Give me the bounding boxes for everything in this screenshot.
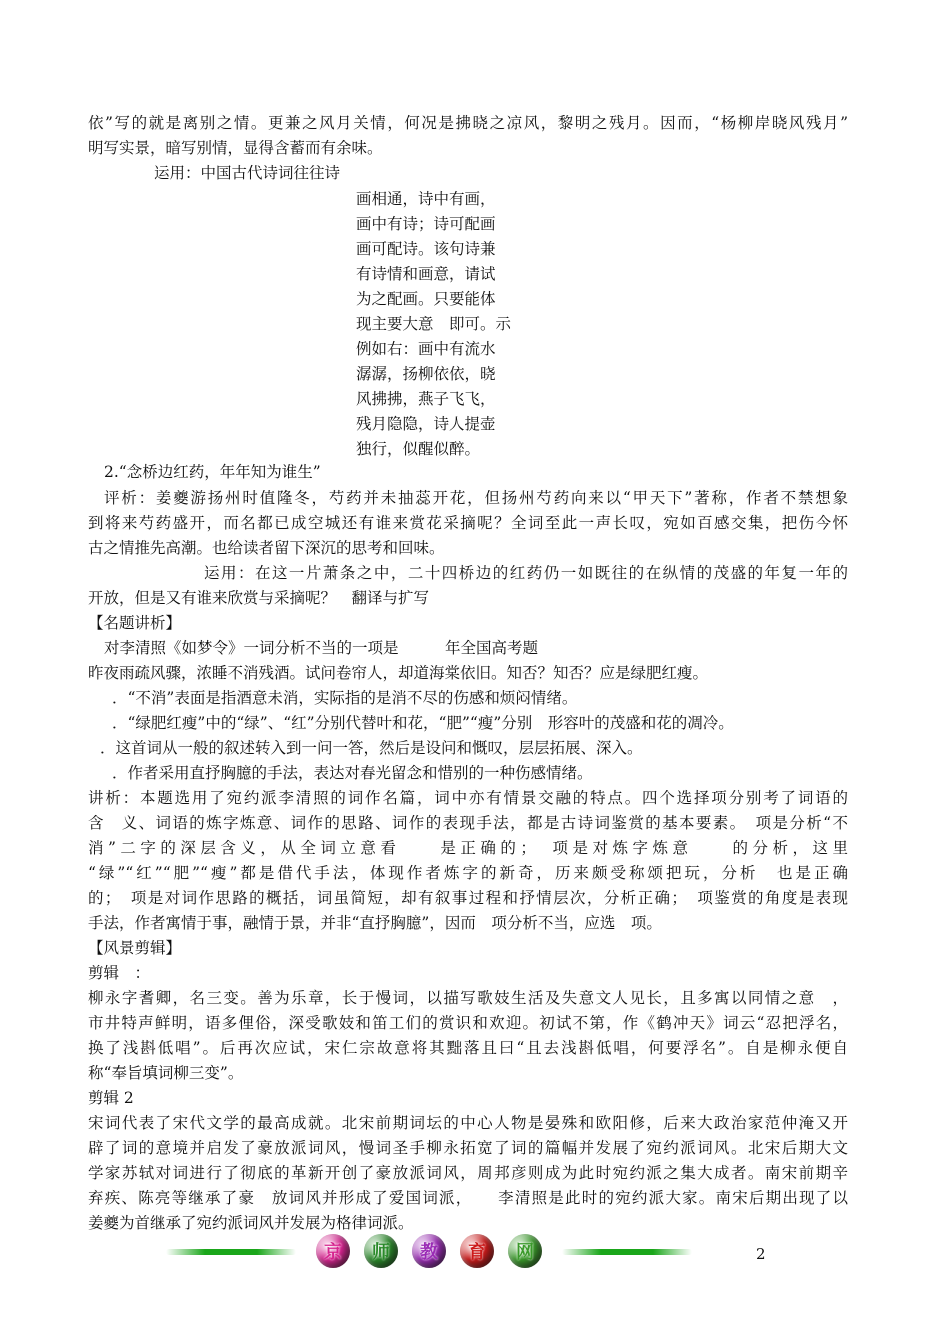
section-heading: 2.“念桥边红药，年年知为谁生” bbox=[104, 463, 321, 481]
poem-line: 为之配画。只要能体 bbox=[356, 290, 496, 308]
text-line: 讲析：本题选用了宛约派李清照的词作名篇，词中亦有情景交融的特点。四个选择项分别考了词语的 bbox=[88, 789, 848, 807]
poem-line: 残月隐隐，诗人提壶 bbox=[356, 415, 496, 433]
footer-logo-char: 教 bbox=[412, 1234, 446, 1268]
option-c: ．这首词从一般的叙述转入到一问一答，然后是设问和慨叹，层层拓展、深入。 bbox=[100, 739, 643, 757]
option-a: ．“不消”表面是指酒意未消，实际指的是消不尽的伤感和烦闷情绪。 bbox=[112, 689, 578, 707]
text-line: 学家苏轼对词进行了彻底的革新开创了豪放派词风，周邦彦则成为此时宛约派之集大成者。南宋前期辛 bbox=[88, 1164, 848, 1182]
text-line: 弃疾、陈亮等继承了豪 放词风并形成了爱国词派， 李清照是此时的宛约派大家。南宋后期出现了以 bbox=[88, 1189, 848, 1207]
poem-line: 画可配诗。该句诗兼 bbox=[356, 240, 496, 258]
text-line: 姜夔为首继承了宛约派词风并发展为格律词派。 bbox=[88, 1214, 414, 1232]
text-line: 手法，作者寓情于事，融情于景，并非“直抒胸臆”，因而 项分析不当，应选 项。 bbox=[88, 914, 662, 932]
section-heading: 【名题讲析】 bbox=[88, 614, 182, 632]
text-line: 辟了词的意境并启发了豪放派词风，慢词圣手柳永拓宽了词的篇幅并发展了宛约派词风。北宋后期大文 bbox=[88, 1139, 848, 1157]
text-line: 到将来芍药盛开，而名都已成空城还有谁来赏花采摘呢？全词至此一声长叹，宛如百感交集，把伤今怀 bbox=[88, 514, 848, 532]
poem-line: 画中有诗；诗可配画 bbox=[356, 215, 496, 233]
footer-logo-char: 京 bbox=[316, 1234, 350, 1268]
text-line: 依”写的就是离别之情。更兼之风月关情，何况是拂晓之凉风，黎明之残月。因而，“杨柳岸晓风残月” bbox=[88, 114, 848, 132]
footer-logo-char: 网 bbox=[508, 1234, 542, 1268]
poem-line: 风拂拂，燕子飞飞， bbox=[356, 390, 496, 408]
footer-logo-char: 师 bbox=[364, 1234, 398, 1268]
text-line: 的； 项是对词作思路的概括，词虽简短，却有叙事过程和抒情层次，分析正确； 项鉴赏的角度是表现 bbox=[88, 889, 848, 907]
text-line: 明写实景，暗写别情，显得含蓄而有余味。 bbox=[88, 139, 383, 157]
text-line: “绿”“红”“肥”“瘦”都是借代手法，体现作者炼字的新奇，历来颇受称颂把玩，分析 也是正确 bbox=[88, 864, 848, 882]
footer-decoration-right bbox=[562, 1249, 692, 1255]
text-line: 古之情推先高潮。也给读者留下深沉的思考和回味。 bbox=[88, 539, 445, 557]
text-line: 运用：在这一片萧条之中，二十四桥边的红药仍一如既往的在纵情的茂盛的年复一年的 bbox=[204, 564, 848, 582]
text-line: 宋词代表了宋代文学的最高成就。北宋前期词坛的中心人物是晏殊和欧阳修，后来大政治家范仲淹又开 bbox=[88, 1114, 848, 1132]
text-line: 柳永字耆卿，名三变。善为乐章，长于慢词，以描写歌妓生活及失意文人见长，且多寓以同情之意 ， bbox=[88, 989, 848, 1007]
option-b: ．“绿肥红瘦”中的“绿”、“红”分别代替叶和花，“肥”“瘦”分别 形容叶的茂盛和花的凋冷。 bbox=[112, 714, 734, 732]
text-line: 含 义、词语的炼字炼意、词作的思路、词作的表现手法，都是古诗词鉴赏的基本要素。 项是分析“不 bbox=[88, 814, 848, 832]
clip-heading: 剪辑 ： bbox=[88, 964, 151, 982]
text-line: 换了浅斟低唱”。后再次应试，宋仁宗故意将其黜落且曰“且去浅斟低唱，何要浮名”。自是柳永便自 bbox=[88, 1039, 848, 1057]
page-number: 2 bbox=[756, 1245, 766, 1263]
clip-heading: 剪辑 2 bbox=[88, 1089, 134, 1107]
poem-line: 潺潺，扬柳依依，晓 bbox=[356, 365, 496, 383]
text-line: 市井特声鲜明，语多俚俗，深受歌妓和笛工们的赏识和欢迎。初试不第，作《鹤冲天》词云“忍把浮名， bbox=[88, 1014, 848, 1032]
poem-line: 画相通，诗中有画， bbox=[356, 190, 496, 208]
section-heading: 【风景剪辑】 bbox=[88, 939, 182, 957]
footer-logo-char: 育 bbox=[460, 1234, 494, 1268]
poem-line: 现主要大意 即可。示 bbox=[356, 315, 512, 333]
poem-line: 例如右：画中有流水 bbox=[356, 340, 496, 358]
text-line: 评析：姜夔游扬州时值隆冬，芍药并未抽蕊开花，但扬州芍药向来以“甲天下”著称，作者不禁想象 bbox=[104, 489, 848, 507]
text-line: 运用：中国古代诗词往往诗 bbox=[154, 164, 341, 182]
question-stem: 对李清照《如梦令》一词分析不当的一项是 年全国高考题 bbox=[104, 639, 539, 657]
footer-decoration-left bbox=[166, 1249, 296, 1255]
poem-line: 独行，似醒似醉。 bbox=[356, 440, 481, 458]
option-d: ．作者采用直抒胸臆的手法，表达对春光留念和惜别的一种伤感情绪。 bbox=[112, 764, 593, 782]
poem-text: 昨夜雨疏风骤，浓睡不消残酒。试问卷帘人，却道海棠依旧。知否？知否？应是绿肥红瘦。 bbox=[88, 664, 709, 682]
poem-line: 有诗情和画意，请试 bbox=[356, 265, 496, 283]
text-line: 开放，但是又有谁来欣赏与采摘呢？ 翻译与扩写 bbox=[88, 589, 430, 607]
text-line: 称“奉旨填词柳三变”。 bbox=[88, 1064, 244, 1082]
text-line: 消”二字的深层含义，从全词立意看 是正确的； 项是对炼字炼意 的分析，这里 bbox=[88, 839, 848, 857]
